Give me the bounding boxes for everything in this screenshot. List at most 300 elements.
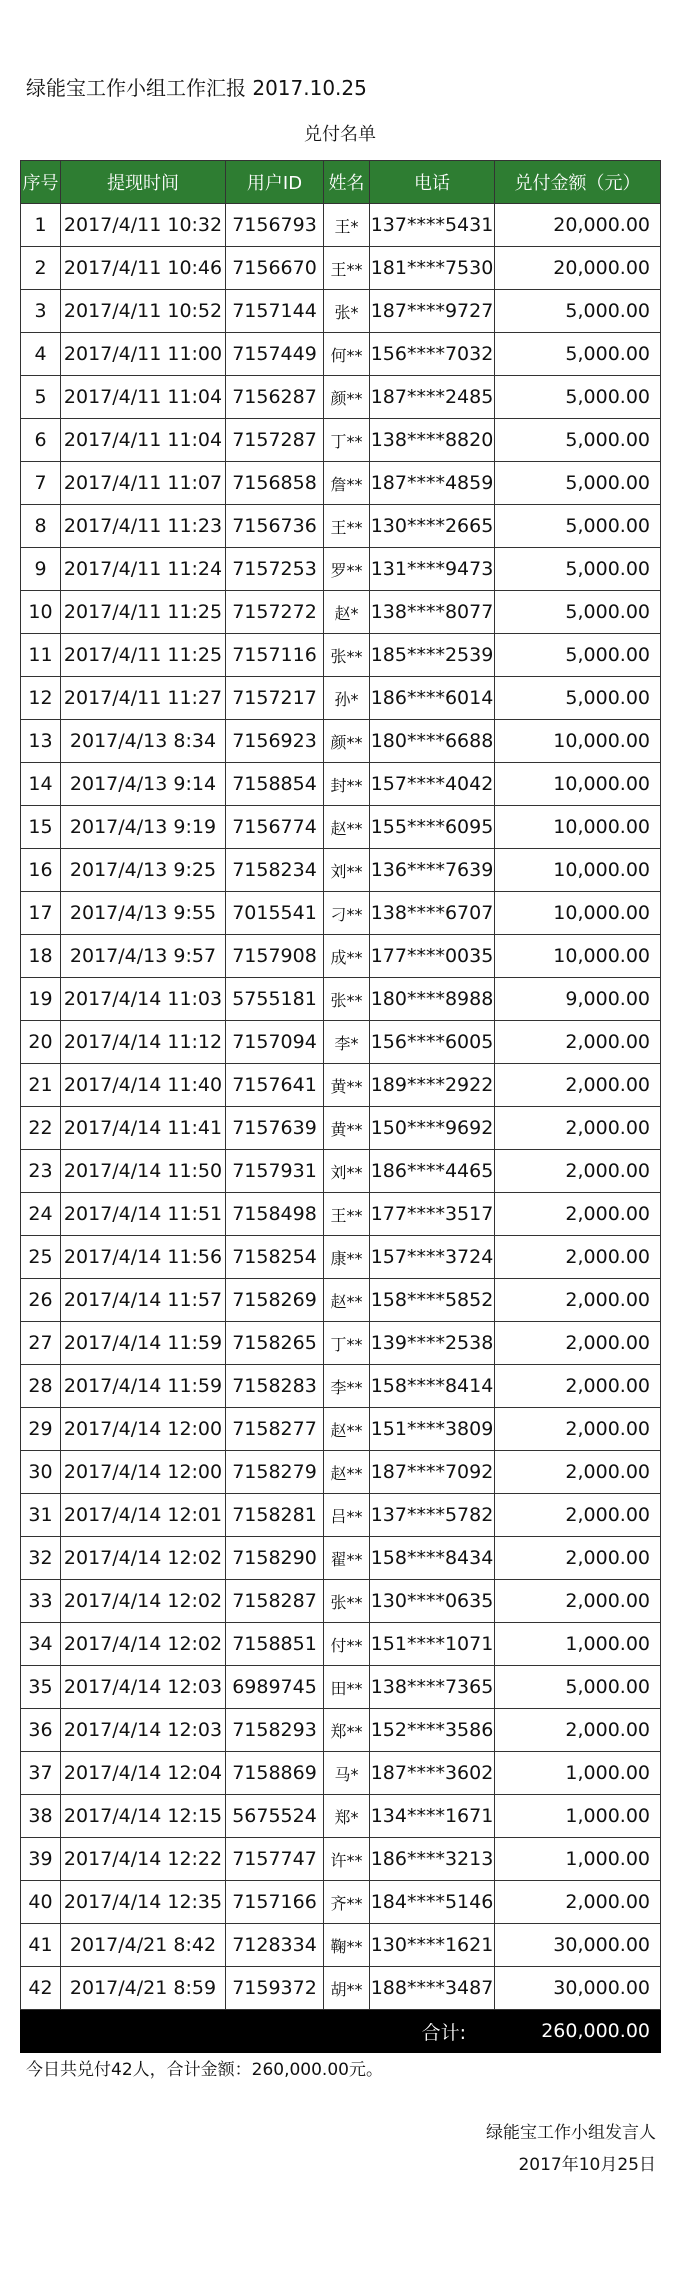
- cell-name: 吕**: [324, 1494, 370, 1537]
- cell-amount: 20,000.00: [495, 247, 661, 290]
- cell-user-id: 7158234: [226, 849, 324, 892]
- cell-index: 37: [21, 1752, 61, 1795]
- table-row: [21, 935, 661, 978]
- cell-name: 赵*: [324, 591, 370, 634]
- cell-amount: 5,000.00: [495, 419, 661, 462]
- cell-phone: 189****2922: [370, 1064, 495, 1107]
- cell-name: 罗**: [324, 548, 370, 591]
- cell-name: 王**: [324, 1193, 370, 1236]
- cell-name: 翟**: [324, 1537, 370, 1580]
- cell-user-id: 7158265: [226, 1322, 324, 1365]
- cell-phone: 156****6005: [370, 1021, 495, 1064]
- cell-time: 2017/4/11 11:04: [61, 376, 226, 419]
- cell-index: 13: [21, 720, 61, 763]
- cell-index: 24: [21, 1193, 61, 1236]
- table-row: [21, 1838, 661, 1881]
- cell-amount: 2,000.00: [495, 1881, 661, 1924]
- cell-phone: 157****4042: [370, 763, 495, 806]
- cell-phone: 158****5852: [370, 1279, 495, 1322]
- cell-time: 2017/4/11 11:25: [61, 634, 226, 677]
- cell-name: 张**: [324, 978, 370, 1021]
- table-row: [21, 1365, 661, 1408]
- cell-time: 2017/4/14 11:41: [61, 1107, 226, 1150]
- cell-name: 王*: [324, 204, 370, 247]
- cell-index: 4: [21, 333, 61, 376]
- cell-amount: 2,000.00: [495, 1451, 661, 1494]
- cell-time: 2017/4/11 10:32: [61, 204, 226, 247]
- cell-name: 胡**: [324, 1967, 370, 2010]
- table-row: [21, 1494, 661, 1537]
- cell-time: 2017/4/11 11:07: [61, 462, 226, 505]
- cell-amount: 10,000.00: [495, 720, 661, 763]
- cell-user-id: 5675524: [226, 1795, 324, 1838]
- cell-amount: 5,000.00: [495, 548, 661, 591]
- cell-name: 詹**: [324, 462, 370, 505]
- cell-user-id: 7156858: [226, 462, 324, 505]
- cell-phone: 137****5782: [370, 1494, 495, 1537]
- cell-time: 2017/4/14 12:00: [61, 1408, 226, 1451]
- table-row: [21, 1322, 661, 1365]
- cell-user-id: 7157094: [226, 1021, 324, 1064]
- cell-phone: 138****7365: [370, 1666, 495, 1709]
- cell-time: 2017/4/11 11:23: [61, 505, 226, 548]
- cell-time: 2017/4/14 12:22: [61, 1838, 226, 1881]
- cell-phone: 138****6707: [370, 892, 495, 935]
- table-row: [21, 1623, 661, 1666]
- cell-user-id: 7156774: [226, 806, 324, 849]
- cell-index: 3: [21, 290, 61, 333]
- cell-phone: 187****4859: [370, 462, 495, 505]
- cell-user-id: 7157287: [226, 419, 324, 462]
- cell-index: 18: [21, 935, 61, 978]
- table-row: [21, 1666, 661, 1709]
- cell-name: 郑*: [324, 1795, 370, 1838]
- cell-name: 马*: [324, 1752, 370, 1795]
- cell-time: 2017/4/13 8:34: [61, 720, 226, 763]
- cell-time: 2017/4/14 12:00: [61, 1451, 226, 1494]
- cell-user-id: 7158854: [226, 763, 324, 806]
- cell-time: 2017/4/14 12:35: [61, 1881, 226, 1924]
- cell-time: 2017/4/11 11:25: [61, 591, 226, 634]
- cell-time: 2017/4/14 12:02: [61, 1580, 226, 1623]
- cell-index: 39: [21, 1838, 61, 1881]
- table-row: [21, 505, 661, 548]
- col-header-index: 序号: [21, 161, 61, 204]
- cell-index: 22: [21, 1107, 61, 1150]
- cell-phone: 187****7092: [370, 1451, 495, 1494]
- cell-index: 19: [21, 978, 61, 1021]
- cell-amount: 10,000.00: [495, 849, 661, 892]
- cell-amount: 2,000.00: [495, 1236, 661, 1279]
- cell-user-id: 7158290: [226, 1537, 324, 1580]
- cell-user-id: 7158254: [226, 1236, 324, 1279]
- cell-index: 9: [21, 548, 61, 591]
- cell-name: 郑**: [324, 1709, 370, 1752]
- table-row: [21, 462, 661, 505]
- cell-name: 刘**: [324, 1150, 370, 1193]
- cell-name: 王**: [324, 247, 370, 290]
- table-row: [21, 892, 661, 935]
- table-row: [21, 677, 661, 720]
- table-row: [21, 849, 661, 892]
- cell-amount: 10,000.00: [495, 806, 661, 849]
- cell-amount: 2,000.00: [495, 1709, 661, 1752]
- cell-amount: 1,000.00: [495, 1838, 661, 1881]
- cell-index: 14: [21, 763, 61, 806]
- cell-index: 32: [21, 1537, 61, 1580]
- cell-index: 7: [21, 462, 61, 505]
- cell-amount: 2,000.00: [495, 1150, 661, 1193]
- cell-user-id: 7157217: [226, 677, 324, 720]
- cell-user-id: 7156923: [226, 720, 324, 763]
- cell-amount: 2,000.00: [495, 1365, 661, 1408]
- cell-name: 李*: [324, 1021, 370, 1064]
- cell-amount: 2,000.00: [495, 1107, 661, 1150]
- cell-name: 康**: [324, 1236, 370, 1279]
- cell-amount: 2,000.00: [495, 1408, 661, 1451]
- table-row: [21, 1881, 661, 1924]
- table-row: [21, 247, 661, 290]
- cell-amount: 5,000.00: [495, 677, 661, 720]
- table-total-row: [21, 2010, 661, 2053]
- total-label: 合计:: [21, 2010, 495, 2053]
- cell-phone: 156****7032: [370, 333, 495, 376]
- cell-name: 刘**: [324, 849, 370, 892]
- cell-index: 2: [21, 247, 61, 290]
- cell-amount: 2,000.00: [495, 1580, 661, 1623]
- cell-amount: 9,000.00: [495, 978, 661, 1021]
- cell-name: 张*: [324, 290, 370, 333]
- cell-phone: 155****6095: [370, 806, 495, 849]
- cell-user-id: 7157449: [226, 333, 324, 376]
- cell-time: 2017/4/14 11:56: [61, 1236, 226, 1279]
- cell-amount: 10,000.00: [495, 892, 661, 935]
- cell-user-id: 7157272: [226, 591, 324, 634]
- cell-time: 2017/4/14 12:01: [61, 1494, 226, 1537]
- cell-user-id: 5755181: [226, 978, 324, 1021]
- table-row: [21, 204, 661, 247]
- table-row: [21, 1752, 661, 1795]
- cell-index: 20: [21, 1021, 61, 1064]
- cell-phone: 186****4465: [370, 1150, 495, 1193]
- cell-amount: 5,000.00: [495, 1666, 661, 1709]
- table-row: [21, 1193, 661, 1236]
- cell-name: 李**: [324, 1365, 370, 1408]
- cell-user-id: 7158498: [226, 1193, 324, 1236]
- cell-phone: 177****3517: [370, 1193, 495, 1236]
- cell-index: 36: [21, 1709, 61, 1752]
- cell-time: 2017/4/11 11:24: [61, 548, 226, 591]
- table-row: [21, 591, 661, 634]
- cell-name: 孙*: [324, 677, 370, 720]
- cell-index: 11: [21, 634, 61, 677]
- cell-time: 2017/4/14 11:03: [61, 978, 226, 1021]
- cell-user-id: 7158851: [226, 1623, 324, 1666]
- cell-amount: 20,000.00: [495, 204, 661, 247]
- cell-time: 2017/4/14 11:12: [61, 1021, 226, 1064]
- cell-phone: 184****5146: [370, 1881, 495, 1924]
- table-row: [21, 1537, 661, 1580]
- table-row: [21, 1279, 661, 1322]
- summary-text: 今日共兑付42人，合计金额：260,000.00元。: [26, 2060, 383, 2080]
- cell-name: 赵**: [324, 1451, 370, 1494]
- total-value: 260,000.00: [495, 2010, 661, 2053]
- cell-time: 2017/4/14 12:15: [61, 1795, 226, 1838]
- table-row: [21, 1408, 661, 1451]
- cell-index: 41: [21, 1924, 61, 1967]
- table-row: [21, 290, 661, 333]
- cell-amount: 2,000.00: [495, 1494, 661, 1537]
- cell-phone: 152****3586: [370, 1709, 495, 1752]
- table-row: [21, 1709, 661, 1752]
- cell-time: 2017/4/11 11:00: [61, 333, 226, 376]
- cell-index: 31: [21, 1494, 61, 1537]
- col-header-phone: 电话: [370, 161, 495, 204]
- cell-user-id: 7158279: [226, 1451, 324, 1494]
- cell-user-id: 7158283: [226, 1365, 324, 1408]
- cell-name: 颜**: [324, 720, 370, 763]
- cell-time: 2017/4/13 9:25: [61, 849, 226, 892]
- cell-phone: 139****2538: [370, 1322, 495, 1365]
- cell-phone: 130****0635: [370, 1580, 495, 1623]
- cell-time: 2017/4/14 11:59: [61, 1365, 226, 1408]
- cell-index: 17: [21, 892, 61, 935]
- cell-name: 丁**: [324, 419, 370, 462]
- cell-time: 2017/4/13 9:14: [61, 763, 226, 806]
- report-title: 绿能宝工作小组工作汇报 2017.10.25: [26, 76, 367, 100]
- cell-phone: 180****6688: [370, 720, 495, 763]
- cell-phone: 158****8434: [370, 1537, 495, 1580]
- cell-time: 2017/4/21 8:59: [61, 1967, 226, 2010]
- cell-phone: 185****2539: [370, 634, 495, 677]
- cell-name: 齐**: [324, 1881, 370, 1924]
- cell-time: 2017/4/14 11:59: [61, 1322, 226, 1365]
- cell-user-id: 7157166: [226, 1881, 324, 1924]
- cell-name: 成**: [324, 935, 370, 978]
- cell-time: 2017/4/14 11:51: [61, 1193, 226, 1236]
- cell-user-id: 7157253: [226, 548, 324, 591]
- table-row: [21, 1150, 661, 1193]
- cell-name: 何**: [324, 333, 370, 376]
- cell-index: 1: [21, 204, 61, 247]
- table-row: [21, 978, 661, 1021]
- cell-amount: 5,000.00: [495, 376, 661, 419]
- table-row: [21, 333, 661, 376]
- cell-time: 2017/4/14 12:02: [61, 1537, 226, 1580]
- cell-amount: 10,000.00: [495, 763, 661, 806]
- cell-index: 12: [21, 677, 61, 720]
- cell-index: 23: [21, 1150, 61, 1193]
- cell-amount: 30,000.00: [495, 1967, 661, 2010]
- cell-index: 5: [21, 376, 61, 419]
- table-row: [21, 763, 661, 806]
- cell-index: 27: [21, 1322, 61, 1365]
- cell-phone: 157****3724: [370, 1236, 495, 1279]
- cell-phone: 130****1621: [370, 1924, 495, 1967]
- cell-name: 赵**: [324, 806, 370, 849]
- list-subtitle: 兑付名单: [304, 124, 376, 145]
- cell-amount: 5,000.00: [495, 634, 661, 677]
- cell-time: 2017/4/14 12:03: [61, 1709, 226, 1752]
- cell-amount: 5,000.00: [495, 505, 661, 548]
- table-row: [21, 1580, 661, 1623]
- cell-name: 田**: [324, 1666, 370, 1709]
- col-header-user-id: 用户ID: [226, 161, 324, 204]
- cell-name: 张**: [324, 634, 370, 677]
- cell-phone: 136****7639: [370, 849, 495, 892]
- col-header-name: 姓名: [324, 161, 370, 204]
- cell-time: 2017/4/11 10:52: [61, 290, 226, 333]
- cell-user-id: 7157116: [226, 634, 324, 677]
- cell-amount: 2,000.00: [495, 1021, 661, 1064]
- cell-index: 21: [21, 1064, 61, 1107]
- cell-time: 2017/4/13 9:55: [61, 892, 226, 935]
- cell-amount: 30,000.00: [495, 1924, 661, 1967]
- cell-index: 10: [21, 591, 61, 634]
- cell-user-id: 7157144: [226, 290, 324, 333]
- cell-user-id: 7158277: [226, 1408, 324, 1451]
- cell-amount: 2,000.00: [495, 1279, 661, 1322]
- cell-index: 28: [21, 1365, 61, 1408]
- cell-time: 2017/4/14 11:40: [61, 1064, 226, 1107]
- table-row: [21, 419, 661, 462]
- cell-time: 2017/4/14 12:03: [61, 1666, 226, 1709]
- cell-user-id: 7157747: [226, 1838, 324, 1881]
- cell-phone: 151****1071: [370, 1623, 495, 1666]
- cell-index: 38: [21, 1795, 61, 1838]
- cell-user-id: 7156793: [226, 204, 324, 247]
- cell-time: 2017/4/14 12:02: [61, 1623, 226, 1666]
- cell-index: 29: [21, 1408, 61, 1451]
- cell-name: 刁**: [324, 892, 370, 935]
- table-row: [21, 1924, 661, 1967]
- cell-phone: 134****1671: [370, 1795, 495, 1838]
- cell-amount: 5,000.00: [495, 462, 661, 505]
- cell-name: 黄**: [324, 1107, 370, 1150]
- cell-user-id: 7156736: [226, 505, 324, 548]
- cell-index: 15: [21, 806, 61, 849]
- cell-time: 2017/4/14 11:50: [61, 1150, 226, 1193]
- cell-user-id: 6989745: [226, 1666, 324, 1709]
- cell-amount: 2,000.00: [495, 1537, 661, 1580]
- cell-name: 许**: [324, 1838, 370, 1881]
- cell-user-id: 7157908: [226, 935, 324, 978]
- table-row: [21, 1967, 661, 2010]
- cell-user-id: 7157639: [226, 1107, 324, 1150]
- cell-phone: 138****8077: [370, 591, 495, 634]
- table-row: [21, 1795, 661, 1838]
- cell-phone: 181****7530: [370, 247, 495, 290]
- cell-user-id: 7156287: [226, 376, 324, 419]
- cell-phone: 187****3602: [370, 1752, 495, 1795]
- cell-amount: 1,000.00: [495, 1795, 661, 1838]
- cell-time: 2017/4/13 9:57: [61, 935, 226, 978]
- cell-phone: 187****2485: [370, 376, 495, 419]
- table-header-row: [21, 161, 661, 204]
- cell-name: 封**: [324, 763, 370, 806]
- cell-time: 2017/4/13 9:19: [61, 806, 226, 849]
- cell-amount: 1,000.00: [495, 1752, 661, 1795]
- cell-phone: 150****9692: [370, 1107, 495, 1150]
- cell-index: 6: [21, 419, 61, 462]
- cell-phone: 137****5431: [370, 204, 495, 247]
- cell-user-id: 7159372: [226, 1967, 324, 2010]
- cell-phone: 186****3213: [370, 1838, 495, 1881]
- signer: 绿能宝工作小组发言人: [486, 2123, 656, 2143]
- cell-user-id: 7158293: [226, 1709, 324, 1752]
- cell-index: 34: [21, 1623, 61, 1666]
- table-row: [21, 1021, 661, 1064]
- cell-phone: 130****2665: [370, 505, 495, 548]
- cell-user-id: 7158287: [226, 1580, 324, 1623]
- cell-name: 付**: [324, 1623, 370, 1666]
- col-header-time: 提现时间: [61, 161, 226, 204]
- cell-phone: 131****9473: [370, 548, 495, 591]
- cell-name: 张**: [324, 1580, 370, 1623]
- cell-index: 35: [21, 1666, 61, 1709]
- table-row: [21, 1451, 661, 1494]
- cell-index: 30: [21, 1451, 61, 1494]
- cell-amount: 10,000.00: [495, 935, 661, 978]
- cell-amount: 2,000.00: [495, 1322, 661, 1365]
- cell-user-id: 7158869: [226, 1752, 324, 1795]
- cell-user-id: 7128334: [226, 1924, 324, 1967]
- cell-user-id: 7157641: [226, 1064, 324, 1107]
- cell-phone: 177****0035: [370, 935, 495, 978]
- table-row: [21, 806, 661, 849]
- cell-index: 25: [21, 1236, 61, 1279]
- cell-amount: 1,000.00: [495, 1623, 661, 1666]
- cell-user-id: 7158269: [226, 1279, 324, 1322]
- cell-phone: 151****3809: [370, 1408, 495, 1451]
- table-row: [21, 376, 661, 419]
- cell-amount: 5,000.00: [495, 591, 661, 634]
- cell-time: 2017/4/11 11:27: [61, 677, 226, 720]
- cell-phone: 138****8820: [370, 419, 495, 462]
- cell-name: 鞠**: [324, 1924, 370, 1967]
- payout-table: [20, 160, 661, 2053]
- cell-phone: 180****8988: [370, 978, 495, 1021]
- cell-name: 赵**: [324, 1408, 370, 1451]
- cell-index: 40: [21, 1881, 61, 1924]
- cell-user-id: 7158281: [226, 1494, 324, 1537]
- cell-index: 33: [21, 1580, 61, 1623]
- table-row: [21, 1107, 661, 1150]
- cell-user-id: 7157931: [226, 1150, 324, 1193]
- cell-phone: 186****6014: [370, 677, 495, 720]
- cell-phone: 187****9727: [370, 290, 495, 333]
- cell-phone: 188****3487: [370, 1967, 495, 2010]
- sign-date: 2017年10月25日: [518, 2155, 656, 2175]
- table-body: [21, 204, 661, 2010]
- cell-amount: 2,000.00: [495, 1193, 661, 1236]
- cell-time: 2017/4/11 10:46: [61, 247, 226, 290]
- cell-time: 2017/4/14 11:57: [61, 1279, 226, 1322]
- cell-name: 王**: [324, 505, 370, 548]
- table-row: [21, 634, 661, 677]
- cell-time: 2017/4/14 12:04: [61, 1752, 226, 1795]
- cell-amount: 5,000.00: [495, 290, 661, 333]
- cell-name: 赵**: [324, 1279, 370, 1322]
- cell-time: 2017/4/21 8:42: [61, 1924, 226, 1967]
- table-row: [21, 720, 661, 763]
- cell-amount: 5,000.00: [495, 333, 661, 376]
- table-row: [21, 1064, 661, 1107]
- table-row: [21, 548, 661, 591]
- cell-index: 26: [21, 1279, 61, 1322]
- cell-user-id: 7015541: [226, 892, 324, 935]
- cell-phone: 158****8414: [370, 1365, 495, 1408]
